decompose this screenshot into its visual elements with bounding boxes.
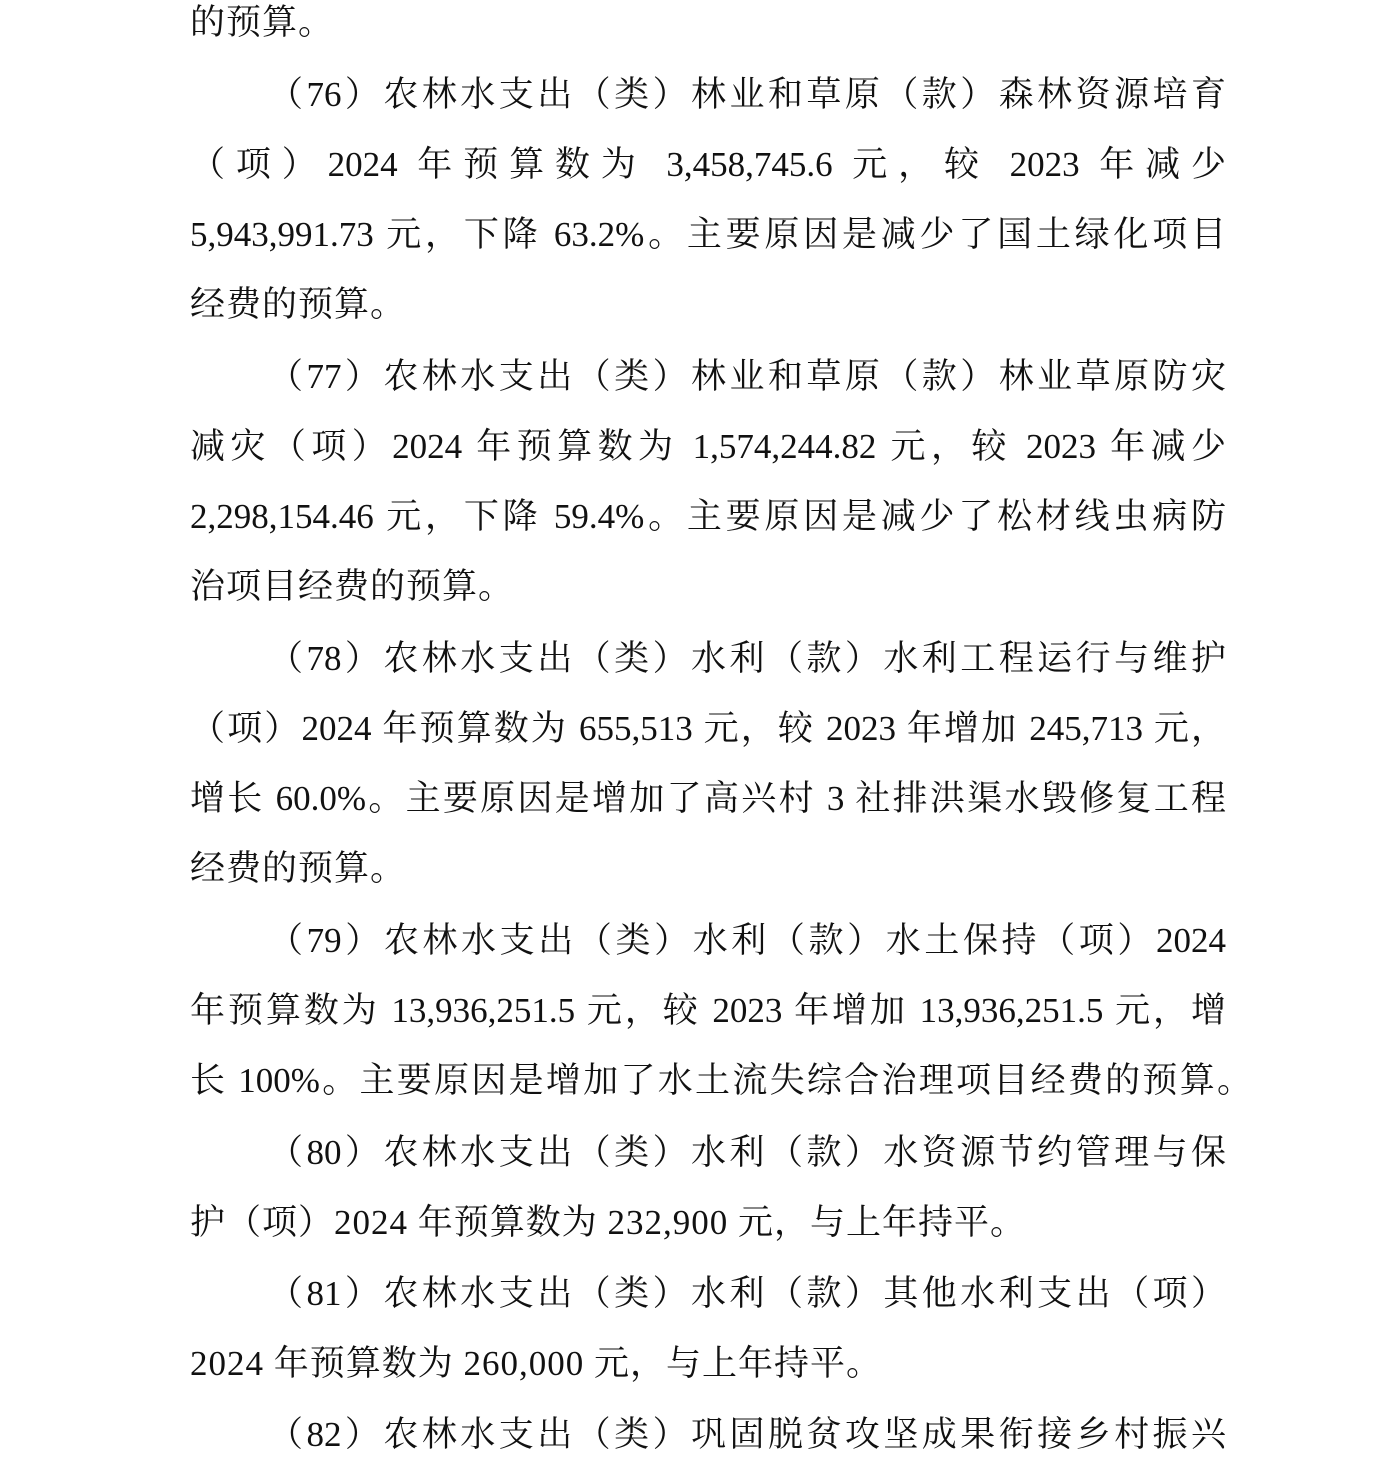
paragraph-82-line-1: （82）农林水支出（类）巩固脱贫攻坚成果衔接乡村振兴 (268, 1415, 1226, 1454)
paragraph-77-line-4: 治项目经费的预算。 (190, 567, 515, 606)
paragraph-80-line-2: 护（项）2024 年预算数为 232,900 元，与上年持平。 (190, 1203, 1027, 1242)
paragraph-79-line-1: （79）农林水支出（类）水利（款）水土保持（项）2024 (268, 921, 1226, 960)
paragraph-77-line-2: 减灾（项）2024 年预算数为 1,574,244.82 元，较 2023 年减少 (190, 427, 1226, 466)
paragraph-81-line-2: 2024 年预算数为 260,000 元，与上年持平。 (190, 1344, 883, 1383)
paragraph-78-line-3: 增长 60.0%。主要原因是增加了高兴村 3 社排洪渠水毁修复工程 (190, 779, 1226, 818)
paragraph-77-line-1: （77）农林水支出（类）林业和草原（款）林业草原防灾 (268, 357, 1226, 396)
paragraph-80-line-1: （80）农林水支出（类）水利（款）水资源节约管理与保 (268, 1133, 1226, 1172)
paragraph-81-line-1: （81）农林水支出（类）水利（款）其他水利支出（项） (268, 1274, 1226, 1313)
paragraph-77-line-3: 2,298,154.46 元，下降 59.4%。主要原因是减少了松材线虫病防 (190, 497, 1226, 536)
paragraph-76-line-4: 经费的预算。 (190, 285, 407, 324)
paragraph-78-line-1: （78）农林水支出（类）水利（款）水利工程运行与维护 (268, 639, 1226, 678)
paragraph-78-line-4: 经费的预算。 (190, 849, 407, 888)
paragraph-79-line-3: 长 100%。主要原因是增加了水土流失综合治理项目经费的预算。 (190, 1061, 1252, 1100)
paragraph-79-line-2: 年预算数为 13,936,251.5 元，较 2023 年增加 13,936,251.5 元，增 (190, 991, 1226, 1030)
paragraph-76-line-2: （项）2024 年预算数为 3,458,745.6 元，较 2023 年减少 (190, 145, 1226, 184)
paragraph-78-line-2: （项）2024 年预算数为 655,513 元，较 2023 年增加 245,713 元， (190, 709, 1226, 748)
paragraph-76-line-3: 5,943,991.73 元，下降 63.2%。主要原因是减少了国土绿化项目 (190, 215, 1226, 254)
text-line: 的预算。 (190, 3, 335, 42)
paragraph-76-line-1: （76）农林水支出（类）林业和草原（款）森林资源培育 (268, 75, 1226, 114)
